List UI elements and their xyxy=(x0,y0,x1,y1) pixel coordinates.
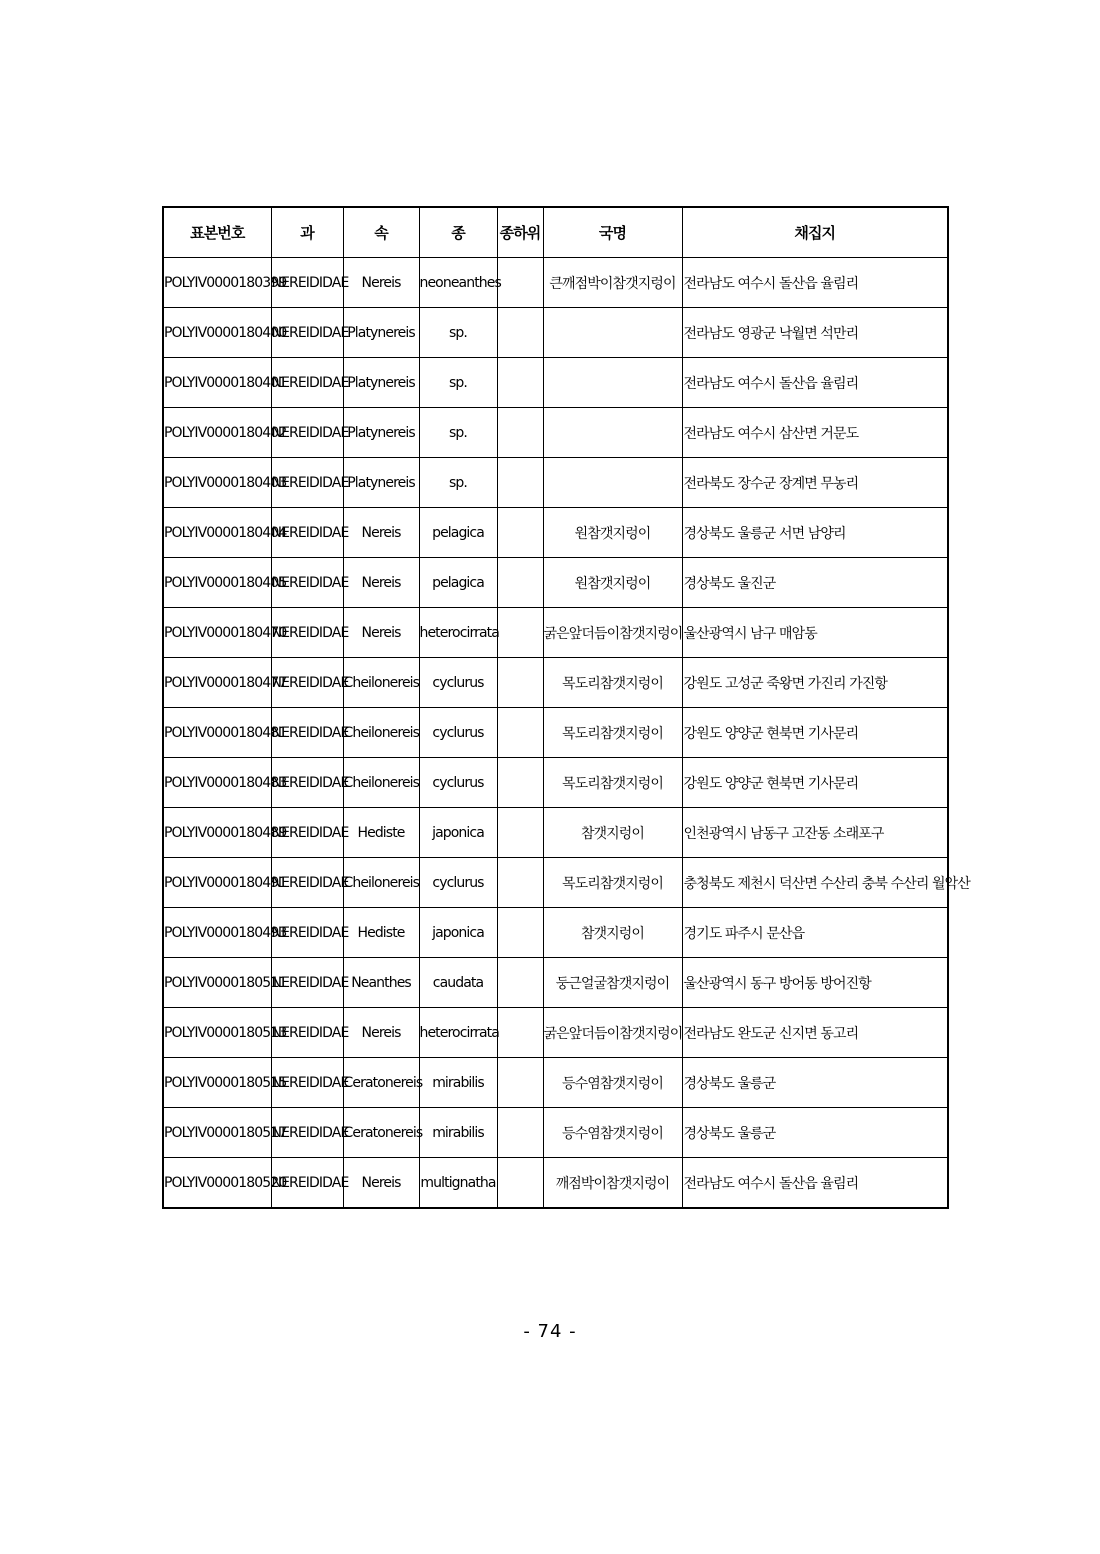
cell-specimen-number: POLYIV0000180481 xyxy=(163,708,271,758)
table-row xyxy=(163,408,948,458)
cell-korean-name: 참갯지렁이 xyxy=(543,908,682,958)
cell-family: NEREIDIDAE xyxy=(271,958,343,1008)
cell-specimen-number: POLYIV0000180470 xyxy=(163,608,271,658)
cell-species: japonica xyxy=(419,908,497,958)
cell-specimen-number: POLYIV0000180511 xyxy=(163,958,271,1008)
cell-family: NEREIDIDAE xyxy=(271,608,343,658)
cell-collection-site: 전라남도 여수시 삼산면 거문도 xyxy=(682,408,948,458)
cell-korean-name xyxy=(543,308,682,358)
cell-species: neoneanthes xyxy=(419,258,497,308)
cell-genus: Nereis xyxy=(343,608,419,658)
cell-korean-name xyxy=(543,458,682,508)
cell-korean-name: 원참갯지렁이 xyxy=(543,508,682,558)
cell-korean-name: 원참갯지렁이 xyxy=(543,558,682,608)
cell-family: NEREIDIDAE xyxy=(271,358,343,408)
cell-genus: Platynereis xyxy=(343,458,419,508)
cell-family: NEREIDIDAE xyxy=(271,1108,343,1158)
cell-subspecies xyxy=(497,908,543,958)
header-collection-site: 채집지 xyxy=(682,207,948,258)
cell-species: mirabilis xyxy=(419,1058,497,1108)
cell-subspecies xyxy=(497,258,543,308)
cell-subspecies xyxy=(497,708,543,758)
table-body xyxy=(163,258,970,1209)
cell-family: NEREIDIDAE xyxy=(271,508,343,558)
cell-collection-site: 전라남도 여수시 돌산읍 율림리 xyxy=(682,1158,948,1209)
cell-collection-site: 강원도 고성군 죽왕면 가진리 가진항 xyxy=(682,658,948,708)
cell-genus: Cheilonereis xyxy=(343,758,419,808)
cell-family: NEREIDIDAE xyxy=(271,658,343,708)
cell-collection-site: 경상북도 울릉군 xyxy=(682,1108,948,1158)
cell-family: NEREIDIDAE xyxy=(271,708,343,758)
cell-genus: Nereis xyxy=(343,1008,419,1058)
cell-collection-site: 울산광역시 동구 방어동 방어진항 xyxy=(682,958,948,1008)
cell-species: mirabilis xyxy=(419,1108,497,1158)
cell-korean-name xyxy=(543,408,682,458)
cell-korean-name: 목도리참갯지렁이 xyxy=(543,658,682,708)
cell-genus: Ceratonereis xyxy=(343,1058,419,1108)
table-row xyxy=(163,858,948,908)
cell-subspecies xyxy=(497,1008,543,1058)
header-genus: 속 xyxy=(343,207,419,258)
cell-species: heterocirrata xyxy=(419,608,497,658)
cell-subspecies xyxy=(497,308,543,358)
cell-specimen-number: POLYIV0000180491 xyxy=(163,858,271,908)
table-row xyxy=(163,358,948,408)
cell-specimen-number: POLYIV0000180515 xyxy=(163,1058,271,1108)
cell-family: NEREIDIDAE xyxy=(271,458,343,508)
cell-korean-name xyxy=(543,358,682,408)
cell-specimen-number: POLYIV0000180513 xyxy=(163,1008,271,1058)
cell-family: NEREIDIDAE xyxy=(271,1058,343,1108)
cell-family: NEREIDIDAE xyxy=(271,558,343,608)
table-row xyxy=(163,558,948,608)
cell-subspecies xyxy=(497,858,543,908)
cell-collection-site: 전라남도 여수시 돌산읍 율림리 xyxy=(682,358,948,408)
cell-species: sp. xyxy=(419,458,497,508)
header-subspecies: 종하위 xyxy=(497,207,543,258)
cell-specimen-number: POLYIV0000180400 xyxy=(163,308,271,358)
cell-specimen-number: POLYIV0000180477 xyxy=(163,658,271,708)
cell-genus: Ceratonereis xyxy=(343,1108,419,1158)
cell-family: NEREIDIDAE xyxy=(271,308,343,358)
cell-family: NEREIDIDAE xyxy=(271,1008,343,1058)
cell-subspecies xyxy=(497,808,543,858)
table-row xyxy=(163,1108,948,1158)
table-row xyxy=(163,758,948,808)
cell-collection-site: 전라남도 완도군 신지면 동고리 xyxy=(682,1008,948,1058)
cell-korean-name: 목도리참갯지렁이 xyxy=(543,858,682,908)
cell-specimen-number: POLYIV0000180404 xyxy=(163,508,271,558)
cell-genus: Neanthes xyxy=(343,958,419,1008)
cell-genus: Hediste xyxy=(343,908,419,958)
cell-korean-name: 등수염참갯지렁이 xyxy=(543,1108,682,1158)
cell-specimen-number: POLYIV0000180402 xyxy=(163,408,271,458)
table-row xyxy=(163,658,948,708)
cell-specimen-number: POLYIV0000180399 xyxy=(163,258,271,308)
cell-korean-name: 참갯지렁이 xyxy=(543,808,682,858)
cell-species: cyclurus xyxy=(419,708,497,758)
cell-korean-name: 둥근얼굴참갯지렁이 xyxy=(543,958,682,1008)
cell-species: heterocirrata xyxy=(419,1008,497,1058)
header-korean-name: 국명 xyxy=(543,207,682,258)
cell-species: cyclurus xyxy=(419,758,497,808)
cell-genus: Platynereis xyxy=(343,408,419,458)
cell-korean-name: 목도리참갯지렁이 xyxy=(543,708,682,758)
table-row xyxy=(163,1058,948,1108)
cell-genus: Cheilonereis xyxy=(343,658,419,708)
cell-subspecies xyxy=(497,1108,543,1158)
table-header xyxy=(163,207,948,258)
cell-specimen-number: POLYIV0000180489 xyxy=(163,808,271,858)
cell-subspecies xyxy=(497,458,543,508)
cell-family: NEREIDIDAE xyxy=(271,1158,343,1209)
cell-subspecies xyxy=(497,508,543,558)
cell-species: sp. xyxy=(419,408,497,458)
page-number: - 74 - xyxy=(523,1321,577,1342)
cell-subspecies xyxy=(497,608,543,658)
table-row xyxy=(163,508,948,558)
cell-subspecies xyxy=(497,658,543,708)
cell-family: NEREIDIDAE xyxy=(271,808,343,858)
cell-korean-name: 굵은앞더듬이참갯지렁이 xyxy=(543,1008,682,1058)
cell-collection-site: 경기도 파주시 문산읍 xyxy=(682,908,948,958)
table-row xyxy=(163,908,948,958)
cell-collection-site: 인천광역시 남동구 고잔동 소래포구 xyxy=(682,808,948,858)
table-row xyxy=(163,608,948,658)
cell-collection-site: 전라남도 여수시 돌산읍 율림리 xyxy=(682,258,948,308)
cell-collection-site: 전라북도 장수군 장계면 무농리 xyxy=(682,458,948,508)
cell-collection-site: 충청북도 제천시 덕산면 수산리 충북 수산리 월악산 xyxy=(682,858,948,908)
cell-genus: Cheilonereis xyxy=(343,858,419,908)
header-specimen-number: 표본번호 xyxy=(163,207,271,258)
cell-collection-site: 강원도 양양군 현북면 기사문리 xyxy=(682,758,948,808)
cell-genus: Nereis xyxy=(343,508,419,558)
cell-collection-site: 경상북도 울릉군 xyxy=(682,1058,948,1108)
cell-species: cyclurus xyxy=(419,658,497,708)
cell-subspecies xyxy=(497,958,543,1008)
cell-specimen-number: POLYIV0000180483 xyxy=(163,758,271,808)
cell-specimen-number: POLYIV0000180520 xyxy=(163,1158,271,1209)
cell-species: multignatha xyxy=(419,1158,497,1209)
table-row xyxy=(163,1158,948,1209)
cell-family: NEREIDIDAE xyxy=(271,258,343,308)
header-row xyxy=(163,207,948,258)
table-row xyxy=(163,258,948,308)
cell-family: NEREIDIDAE xyxy=(271,408,343,458)
cell-genus: Platynereis xyxy=(343,308,419,358)
table-row xyxy=(163,308,948,358)
cell-genus: Hediste xyxy=(343,808,419,858)
cell-specimen-number: POLYIV0000180493 xyxy=(163,908,271,958)
cell-specimen-number: POLYIV0000180403 xyxy=(163,458,271,508)
header-family: 과 xyxy=(271,207,343,258)
cell-subspecies xyxy=(497,558,543,608)
cell-species: cyclurus xyxy=(419,858,497,908)
cell-genus: Platynereis xyxy=(343,358,419,408)
cell-genus: Cheilonereis xyxy=(343,708,419,758)
cell-collection-site: 강원도 양양군 현북면 기사문리 xyxy=(682,708,948,758)
table-row xyxy=(163,458,948,508)
cell-species: caudata xyxy=(419,958,497,1008)
cell-genus: Nereis xyxy=(343,1158,419,1209)
cell-species: pelagica xyxy=(419,508,497,558)
cell-species: japonica xyxy=(419,808,497,858)
cell-korean-name: 큰깨점박이참갯지렁이 xyxy=(543,258,682,308)
cell-korean-name: 굵은앞더듬이참갯지렁이 xyxy=(543,608,682,658)
cell-korean-name: 등수염참갯지렁이 xyxy=(543,1058,682,1108)
table-row xyxy=(163,708,948,758)
cell-collection-site: 울산광역시 남구 매암동 xyxy=(682,608,948,658)
cell-subspecies xyxy=(497,408,543,458)
cell-species: sp. xyxy=(419,308,497,358)
cell-collection-site: 전라남도 영광군 낙월면 석만리 xyxy=(682,308,948,358)
cell-specimen-number: POLYIV0000180405 xyxy=(163,558,271,608)
cell-specimen-number: POLYIV0000180517 xyxy=(163,1108,271,1158)
cell-specimen-number: POLYIV0000180401 xyxy=(163,358,271,408)
cell-subspecies xyxy=(497,1158,543,1209)
cell-collection-site: 경상북도 울진군 xyxy=(682,558,948,608)
cell-subspecies xyxy=(497,1058,543,1108)
cell-korean-name: 깨점박이참갯지렁이 xyxy=(543,1158,682,1209)
header-species: 종 xyxy=(419,207,497,258)
table-row xyxy=(163,808,948,858)
cell-genus: Nereis xyxy=(343,558,419,608)
cell-subspecies xyxy=(497,758,543,808)
cell-species: sp. xyxy=(419,358,497,408)
cell-family: NEREIDIDAE xyxy=(271,858,343,908)
table-row xyxy=(163,1008,948,1058)
cell-subspecies xyxy=(497,358,543,408)
cell-genus: Nereis xyxy=(343,258,419,308)
cell-family: NEREIDIDAE xyxy=(271,758,343,808)
cell-korean-name: 목도리참갯지렁이 xyxy=(543,758,682,808)
cell-species: pelagica xyxy=(419,558,497,608)
specimen-table xyxy=(162,206,970,1209)
cell-collection-site: 경상북도 울릉군 서면 남양리 xyxy=(682,508,948,558)
table-row xyxy=(163,958,948,1008)
cell-family: NEREIDIDAE xyxy=(271,908,343,958)
